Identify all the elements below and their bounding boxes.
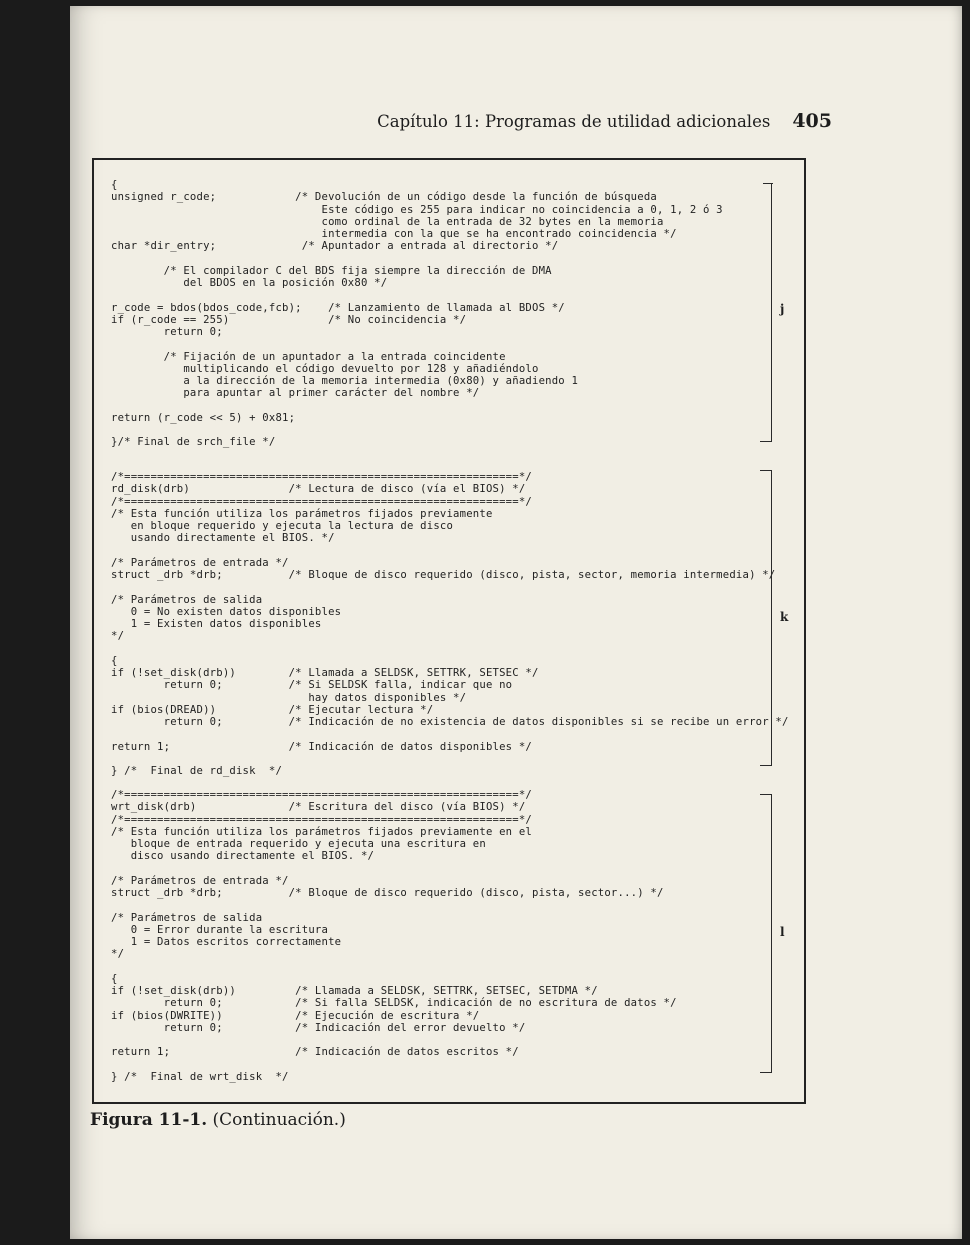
- chapter-title: Capítulo 11: Programas de utilidad adicionales: [377, 112, 771, 131]
- code-block-rd-disk: /*============================================================*/ rd_disk(drb) /* Lectura de disco (vía el BIOS) */ /*============================================================*/ /* Esta función utiliza los parámetros fijados previamente en bloque requerido y ejecuta la lectura de disco usando directamente el BIOS. */ /* Parámetros de entrada */ struct _drb *drb; /* Bloque de disco requerido (disco, pista, sector, memoria intermedia) */ /* Parámetros de salida 0 = No existen datos disponibles 1 = Existen datos disponibles */ { if (!set_disk(drb)) /* Llamada a SELDSK, SETTRK, SETSEC */ return 0; /* Si SELDSK falla, indicar que no hay datos disponibles */ if (bios(DREAD)) /* Ejecutar lectura */ return 0; /* Indicación de no existencia de datos disponibles si se recibe un error */ return 1; /* Indicación de datos disponibles */ } /* Final de rd_disk */: [111, 471, 789, 777]
- figure-caption: [90, 1110, 346, 1130]
- code-block-srch-file-end: { unsigned r_code; /* Devolución de un código desde la función de búsqueda Este código es 255 para indicar no coincidencia a 0, 1, 2 ó 3 como ordinal de la entrada de 32 bytes en la memoria intermedia con la que se ha encontrado coincidencia */ char *dir_entry; /* Apuntador a entrada al directorio */ /* El compilador C del BDS fija siempre la dirección de DMA del BDOS en la posición 0x80 */ r_code = bdos(bdos_code,fcb); /* Lanzamiento de llamada al BDOS */ if (r_code == 255) /* No coincidencia */ return 0; /* Fijación de un apuntador a la entrada coincidente multiplicando el código devuelto por 128 y añadiéndolo a la dirección de la memoria intermedia (0x80) y añadiendo 1 para apuntar al primer carácter del nombre */ return (r_code << 5) + 0x81; }/* Final de srch_file */: [111, 179, 723, 449]
- code-segment-j: [111, 179, 723, 449]
- segment-mark-j: j: [780, 302, 785, 316]
- segment-mark-k: k: [780, 610, 789, 624]
- code-segment-l: [111, 789, 677, 1083]
- page-number: 405: [792, 110, 832, 132]
- bracket-k: [760, 470, 772, 766]
- caption-text: (Continuación.): [212, 1110, 346, 1130]
- figure-box: [92, 158, 806, 1104]
- book-page: [70, 6, 962, 1239]
- caption-label: Figura 11-1.: [90, 1110, 208, 1130]
- code-block-wrt-disk: /*============================================================*/ wrt_disk(drb) /* Escritura del disco (vía BIOS) */ /*============================================================*/ /* Esta función utiliza los parámetros fijados previamente en el bloque de entrada requerido y ejecuta una escritura en disco usando directamente el BIOS. */ /* Parámetros de entrada */ struct _drb *drb; /* Bloque de disco requerido (disco, pista, sector...) */ /* Parámetros de salida 0 = Error durante la escritura 1 = Datos escritos correctamente */ { if (!set_disk(drb)) /* Llamada a SELDSK, SETTRK, SETSEC, SETDMA */ return 0; /* Si falla SELDSK, indicación de no escritura de datos */ if (bios(DWRITE)) /* Ejecución de escritura */ return 0; /* Indicación del error devuelto */ return 1; /* Indicación de datos escritos */ } /* Final de wrt_disk */: [111, 789, 677, 1083]
- segment-mark-l: l: [780, 925, 785, 939]
- bracket-j: [760, 183, 772, 442]
- code-segment-k: [111, 471, 789, 777]
- running-header: [70, 110, 832, 138]
- bracket-l: [760, 794, 772, 1073]
